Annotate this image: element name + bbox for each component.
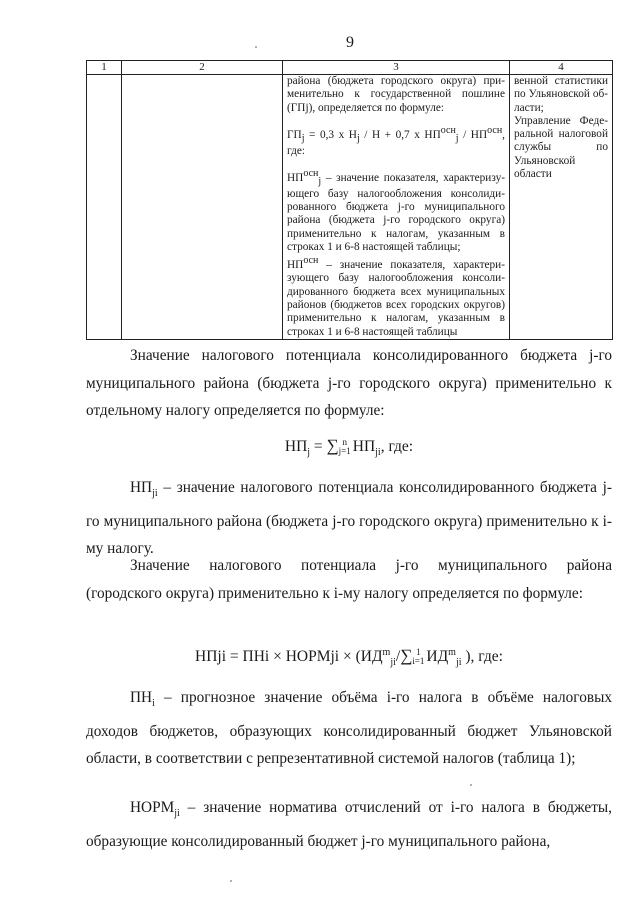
scan-speck — [255, 46, 257, 48]
col3-intro: района (бюджета городского округа) применительно к государственной пошлине (ГПj), определяется по формуле: — [287, 75, 505, 114]
definition-np-ji: $НП_{ji}$ – значение налогового потенциала консолидированного бюджета j-го муниципального района (бюджета j-го городского округа) применительно к i-му налогу. — [86, 479, 612, 558]
paragraph-1: Значение налогового потенциала консолидированного бюджета j-го муниципального района (бюджета j-го городского округа) применительно к отдельному налогу определяется по формуле: — [86, 347, 612, 419]
cell-col-2 — [122, 75, 283, 340]
formula-np-ji: НПji = ПНi × НОРМji × ($ИД^m_{ji}/\sum$ 1 i=1 $ИД^m_{ji}$ ), где: — [195, 646, 503, 669]
table-header-row — [87, 61, 613, 75]
formula-np-j: $НП_j$ = ∑ n j=1 $НП_{ji}$, где: — [284, 436, 414, 459]
table-row — [87, 75, 613, 340]
gp-formula: $ГП_j = 0,3$ x $H_j / H + 0,7$ x $НП^{осн}_j / НП^{осн}$, где: — [287, 124, 505, 158]
definition-norm: $НОРМ_{ji}$ – значение норматива отчислений от i-го налога в бюджеты, образующие консолидированный бюджет j-го муниципального района, — [86, 799, 612, 850]
header-col-1: 1 — [87, 61, 122, 75]
col4-line-2: Управление Федеральной налоговой службы по Ульяновской области — [514, 114, 608, 181]
col3-definition-2: $НП^{осн}$ – значение показателя, характеризующего базу налогообложения консолидированного бюджета всех муниципальных районов (бюджетов всех городских округов) применительно к налогам, указанным в строках 1 и 6-8 настоящей таблицы — [287, 255, 505, 338]
cell-col-3 — [283, 75, 510, 340]
paragraph-1-block — [86, 342, 612, 425]
definition-pn: $ПН_i$ – прогнозное значение объёма i-го налога в объёме налоговых доходов бюджетов, образующих консолидированный бюджет Ульяновской области, в соответствии с репрезентативной системой налогов (таблица 1); — [86, 689, 612, 768]
header-col-2: 2 — [122, 61, 283, 75]
paragraph-2-block — [86, 552, 612, 607]
header-col-3: 3 — [283, 61, 510, 75]
page-number: 9 — [346, 34, 354, 51]
cell-col-1 — [87, 75, 122, 340]
continuation-table — [86, 60, 613, 340]
definition-pn-block — [86, 684, 612, 773]
paragraph-2: Значение налогового потенциала j-го муниципального района (городского округа) применительно к i-му налогу определяется по формуле: — [86, 557, 612, 602]
cell-col-4 — [510, 75, 613, 340]
definition-norm-block — [86, 794, 612, 855]
col4-line-1: венной статистики по Ульяновской области; — [514, 75, 608, 114]
header-col-4: 4 — [510, 61, 613, 75]
definition-np-ji-block — [86, 474, 612, 563]
scan-speck — [470, 784, 472, 786]
col3-definition-1: $НП^{осн}_j$ – значение показателя, характеризующего базу налогообложения консолидированного бюджета j-го муниципального района (бюджета j-го городского округа) применительно к налогам, указанным в строках 1 и 6-8 настоящей таблицы; — [287, 167, 505, 253]
scan-speck — [230, 880, 232, 882]
